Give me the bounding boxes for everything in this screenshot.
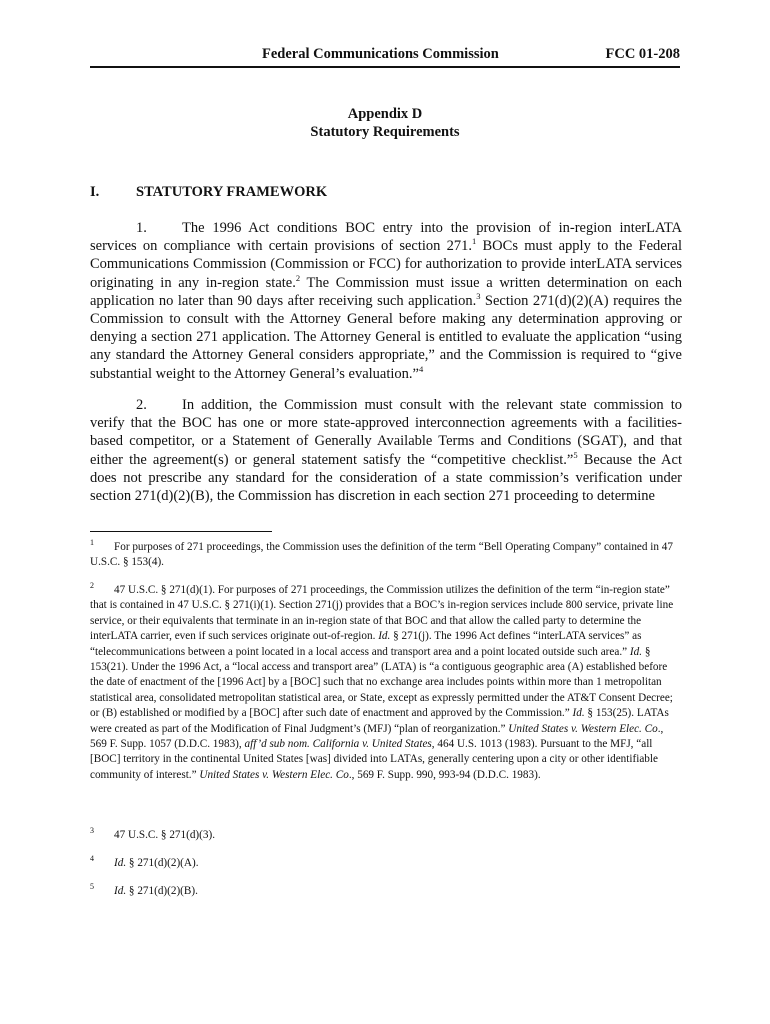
paragraph-text: Section 271(d)(2)(A) requires the Commission to consult with the Attorney General before making any determination approving or denying a section 271 application. The Attorney General is entitled to evaluate the application “using any standard the Attorney General considers appropriate,” and the Commission is required to “give substantial weight to the Attorney General’s evaluation.” <box>90 292 682 382</box>
header-rule <box>90 66 680 68</box>
appendix-heading <box>90 105 680 141</box>
footnote-2: 2 47 U.S.C. § 271(d)(1). For purposes of 271 proceedings, the Commission utilizes the definition of the term “in-region state” that is contained in 47 U.S.C. § 271(i)(1). Section 271(j) provides that a BOC’s in-region services include 800 service, private line service, or their equivalents that terminate in an in-region state of that BOC and that allow the called party to determine the interLATA carrier, even if such services originate out-of-region. Id. § 271(j). The 1996 Act defines “interLATA services” as “telecommunications between a point located in a local access and transport area and a point located outside such area.” Id. § 153(21). Under the 1996 Act, a “local access and transport area” (LATA) is “a contiguous geographic area (A) established before the date of enactment of the [1996 Act] by a [BOC] such that no exchange area includes points within more than 1 metropolitan statistical area, consolidated metropolitan statistical area, or State, except as expressly permitted under the AT&T Consent Decree; or (B) established or modified by a [BOC] after such date of enactment and approved by the Commission.” Id. § 153(25). LATAs were created as part of the Modification of Final Judgment’s (MFJ) “plan of reorganization.” United States v. Western Elec. Co., 569 F. Supp. 1057 (D.D.C. 1983), aff’d sub nom. California v. United States, 464 U.S. 1013 (1983). Pursuant to the MFJ, “all [BOC] territory in the continental United States [was] divided into LATAs, generally centering upon a city or other identifiable community of interest.” United States v. Western Elec. Co., 569 F. Supp. 990, 993-94 (D.D.C. 1983). <box>90 581 674 781</box>
footnote-text: § 153(21). Under the 1996 Act, a “local access and transport area” (LATA) is “a contiguous geographic area (A) established before the date of enactment of the [1996 Act] by a [BOC] such that no exchange area includes points within more than 1 metropolitan statistical area, consolidated metropolitan statistical area, or State, except as expressly permitted under the AT&T Consent Decree; or (B) established or modified by a [BOC] after such date of enactment and approved by the Commission.” <box>90 645 673 720</box>
section-heading <box>90 184 327 201</box>
paragraph-text: BOCs must apply to the Federal Communications Commission (Commission or FCC) for authorization to provide interLATA services originating in any in-region state. <box>90 238 682 291</box>
citation-italic: Id. <box>114 885 127 897</box>
footnote-ref[interactable]: 2 <box>295 272 301 283</box>
footnote-ref[interactable]: 4 <box>418 363 424 374</box>
case-name-italic: aff’d sub nom. California v. United States <box>244 738 432 751</box>
paragraph-text: The Commission must issue a written determination on each application no later than 90 days after receiving such application. <box>90 274 682 309</box>
citation-italic: Id. <box>572 707 585 720</box>
section-title: STATUTORY FRAMEWORK <box>136 184 328 200</box>
paragraph-text: The 1996 Act conditions BOC entry into the provision of in-region interLATA services on compliance with certain provisions of section 271. <box>90 220 682 255</box>
footnote-text: , 464 U.S. 1013 (1983). Pursuant to the MFJ, “all [BOC] territory in the continental United States [was] divided into LATAs, generally centering upon a city or other identifiable community of interest.” <box>90 738 658 781</box>
paragraph-number: 2. <box>136 397 147 413</box>
paragraph-1 <box>90 219 682 383</box>
footnote-text: § 271(d)(2)(A). <box>126 857 199 869</box>
footnote-text: ., 569 F. Supp. 990, 993-94 (D.D.C. 1983). <box>348 768 541 781</box>
footnote-ref[interactable]: 3 <box>476 290 481 301</box>
citation-italic: Id. <box>629 645 643 658</box>
citation-italic: Id. <box>378 630 391 643</box>
footnote-text: § 271(d)(2)(B). <box>126 885 198 897</box>
footnote-5: 5 Id. § 271(d)(2)(B). <box>90 882 198 897</box>
footnote-1: 1 For purposes of 271 proceedings, the Commission uses the definition of the term “Bell Operating Company” contained in 47 U.S.C. § 153(4). <box>90 538 673 569</box>
paragraph-text: Because the Act does not prescribe any standard for the consideration of a state commission’s verification under section 271(d)(2)(B), the Commission has discretion in each section 271 proceeding to determine <box>90 451 682 505</box>
header-agency: Federal Communications Commission <box>262 46 499 62</box>
footnote-4: 4 Id. § 271(d)(2)(A). <box>90 854 199 869</box>
footnote-text: ., 569 F. Supp. 1057 (D.D.C. 1983), <box>90 722 664 751</box>
footnote-ref[interactable]: 1 <box>472 236 477 247</box>
paragraph-number: 1. <box>136 220 147 236</box>
header-doc-number: FCC 01-208 <box>605 46 680 62</box>
footnote-3: 3 47 U.S.C. § 271(d)(3). <box>90 826 215 841</box>
footnote-ref[interactable]: 5 <box>573 449 578 460</box>
paragraph-2 <box>90 396 682 505</box>
paragraph-text: In addition, the Commission must consult with the relevant state commission to verify that the BOC has one or more state-approved interconnection agreements with a facilities-based competitor, or a Statement of Generally Available Terms and Conditions (SGAT), and that either the agreement(s) or general statement satisfy the “competitive checklist.” <box>90 397 682 468</box>
footnote-text: For purposes of 271 proceedings, the Commission uses the definition of the term “Bell Operating Company” contained in 47 U.S.C. § 153(4). <box>90 541 673 569</box>
running-header <box>90 46 680 66</box>
footnote-separator <box>90 531 272 532</box>
appendix-title: Appendix D <box>347 106 423 122</box>
footnote-text: § 153(25). LATAs were created as part of the Modification of Final Judgment’s (MFJ) “plan of reorganization.” <box>90 707 669 735</box>
citation-italic: Id. <box>114 857 127 869</box>
case-name-italic: United States v. Western Elec. Co <box>199 768 349 781</box>
footnote-text: § 271(j). The 1996 Act defines “interLATA services” as “telecommunications between a point located in a local access and transport area and a point located outside such area.” <box>90 630 642 658</box>
appendix-subtitle: Statutory Requirements <box>310 124 460 140</box>
case-name-italic: United States v. Western Elec. Co <box>508 722 658 735</box>
footnote-text: 47 U.S.C. § 271(d)(3). <box>114 829 215 841</box>
section-number: I. <box>90 184 100 200</box>
footnote-text: 47 U.S.C. § 271(d)(1). For purposes of 271 proceedings, the Commission utilizes the definition of the term “in-region state” that is contained in 47 U.S.C. § 271(i)(1). Section 271(j) provides that a BOC’s in-region services include 800 service, private line service, or their equivalents that terminate in an in-region state of that BOC and that allow the called party to determine the interLATA carrier, even if such services originate out-of-region. <box>90 584 674 643</box>
